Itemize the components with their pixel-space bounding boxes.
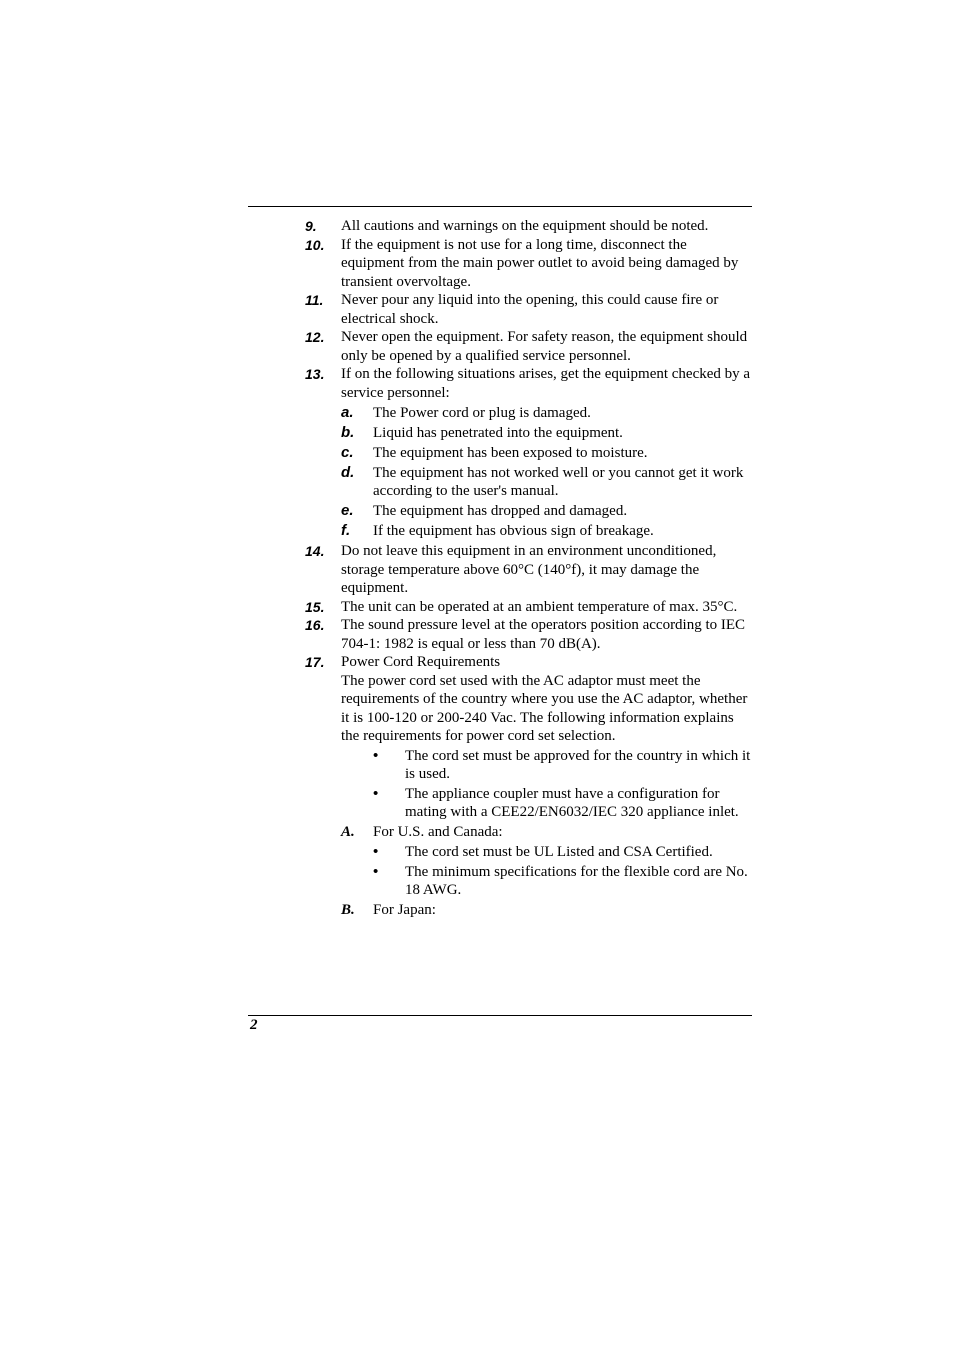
section-title: For Japan: [373, 902, 436, 918]
bullet-item [341, 747, 753, 784]
sub-item-a [341, 404, 753, 423]
list-item-16 [305, 616, 753, 653]
sub-item-d [341, 464, 753, 501]
item-text: Never open the equipment. For safety reason, the equipment should only be opened by a qualified service personnel. [341, 329, 748, 364]
bullet-icon: • [373, 843, 379, 860]
bullet-icon: • [373, 862, 379, 880]
item-text: Never pour any liquid into the opening, this could cause fire or electrical shock. [341, 292, 719, 327]
bullet-text: The cord set must be approved for the country in which it is used. [405, 747, 751, 782]
item-number: 11. [305, 292, 324, 308]
sub-item-text: Liquid has penetrated into the equipment. [373, 424, 623, 441]
sub-item-f [341, 522, 753, 541]
sub-item-text: The Power cord or plug is damaged. [373, 404, 591, 421]
sub-item-letter: f. [341, 522, 351, 539]
bullet-icon: • [373, 746, 379, 764]
sub-item-letter: c. [341, 443, 354, 461]
bullet-text: The appliance coupler must have a configuration for mating with a CEE22/EN6032/IEC 320 appliance inlet. [405, 785, 739, 820]
bullet-icon: • [373, 784, 379, 802]
bullet-item [341, 843, 753, 862]
item-number: 15. [305, 598, 325, 615]
item-text: Power Cord Requirements [341, 654, 501, 670]
item-number: 17. [305, 654, 325, 670]
list-item-13 [305, 365, 753, 541]
header-rule [248, 206, 752, 207]
list-item-17 [305, 653, 753, 920]
sub-item-letter: b. [341, 423, 355, 441]
item-number: 13. [305, 366, 325, 382]
item-number: 12. [305, 329, 325, 345]
sub-item-text: The equipment has dropped and damaged. [373, 503, 628, 519]
item-text: If the equipment is not use for a long time, disconnect the equipment from the main power outlet to avoid being damaged by transient overvoltage. [341, 236, 739, 290]
list-item-9 [305, 217, 753, 236]
item-text: The sound pressure level at the operators position according to IEC 704-1: 1982 is equal or less than 70 dB(A). [341, 617, 746, 652]
item-number: 10. [305, 236, 325, 253]
bullet-item [341, 863, 753, 900]
bullet-text: The minimum specifications for the flexible cord are No. 18 AWG. [405, 863, 748, 898]
sub-item-e [341, 502, 753, 521]
bullet-text: The cord set must be UL Listed and CSA Certified. [405, 844, 713, 860]
section-a [341, 823, 753, 842]
item-number: 14. [305, 543, 325, 559]
list-item-14 [305, 542, 753, 598]
item-number: 16. [305, 617, 325, 633]
sub-item-c [341, 444, 753, 463]
list-item-10 [305, 236, 753, 292]
section-letter: B. [341, 902, 355, 918]
sub-item-letter: a. [341, 403, 354, 421]
item-paragraph: The power cord set used with the AC adaptor must meet the requirements of the country where you use the AC adaptor, whether it is 100-120 or 200-240 Vac. The following information explains the requirements for power cord set selection. [341, 672, 748, 744]
section-letter: A. [341, 824, 355, 840]
safety-instructions-list [305, 217, 753, 921]
list-item-11 [305, 291, 753, 328]
sub-item-text: The equipment has been exposed to moisture. [373, 444, 648, 461]
page-number: 2 [250, 1017, 258, 1033]
list-item-15 [305, 598, 753, 617]
item-text: The unit can be operated at an ambient temperature of max. 35°C. [341, 598, 738, 615]
item-text: Do not leave this equipment in an environment unconditioned, storage temperature above 60°C (140°f), it may damage the equipment. [341, 543, 717, 596]
item-number: 9. [305, 218, 317, 234]
item-text: All cautions and warnings on the equipment should be noted. [341, 218, 709, 234]
sub-item-text: The equipment has not worked well or you cannot get it work according to the user's manual. [373, 464, 744, 499]
sub-item-text: If the equipment has obvious sign of breakage. [373, 523, 654, 539]
sub-item-letter: d. [341, 463, 355, 481]
section-b [341, 901, 753, 920]
item-text: If on the following situations arises, get the equipment checked by a service personnel: [341, 366, 751, 401]
list-item-12 [305, 328, 753, 365]
sub-item-letter: e. [341, 502, 354, 519]
footer-rule [248, 1015, 752, 1016]
sub-item-b [341, 424, 753, 443]
section-title: For U.S. and Canada: [373, 824, 503, 840]
bullet-item [341, 785, 753, 822]
